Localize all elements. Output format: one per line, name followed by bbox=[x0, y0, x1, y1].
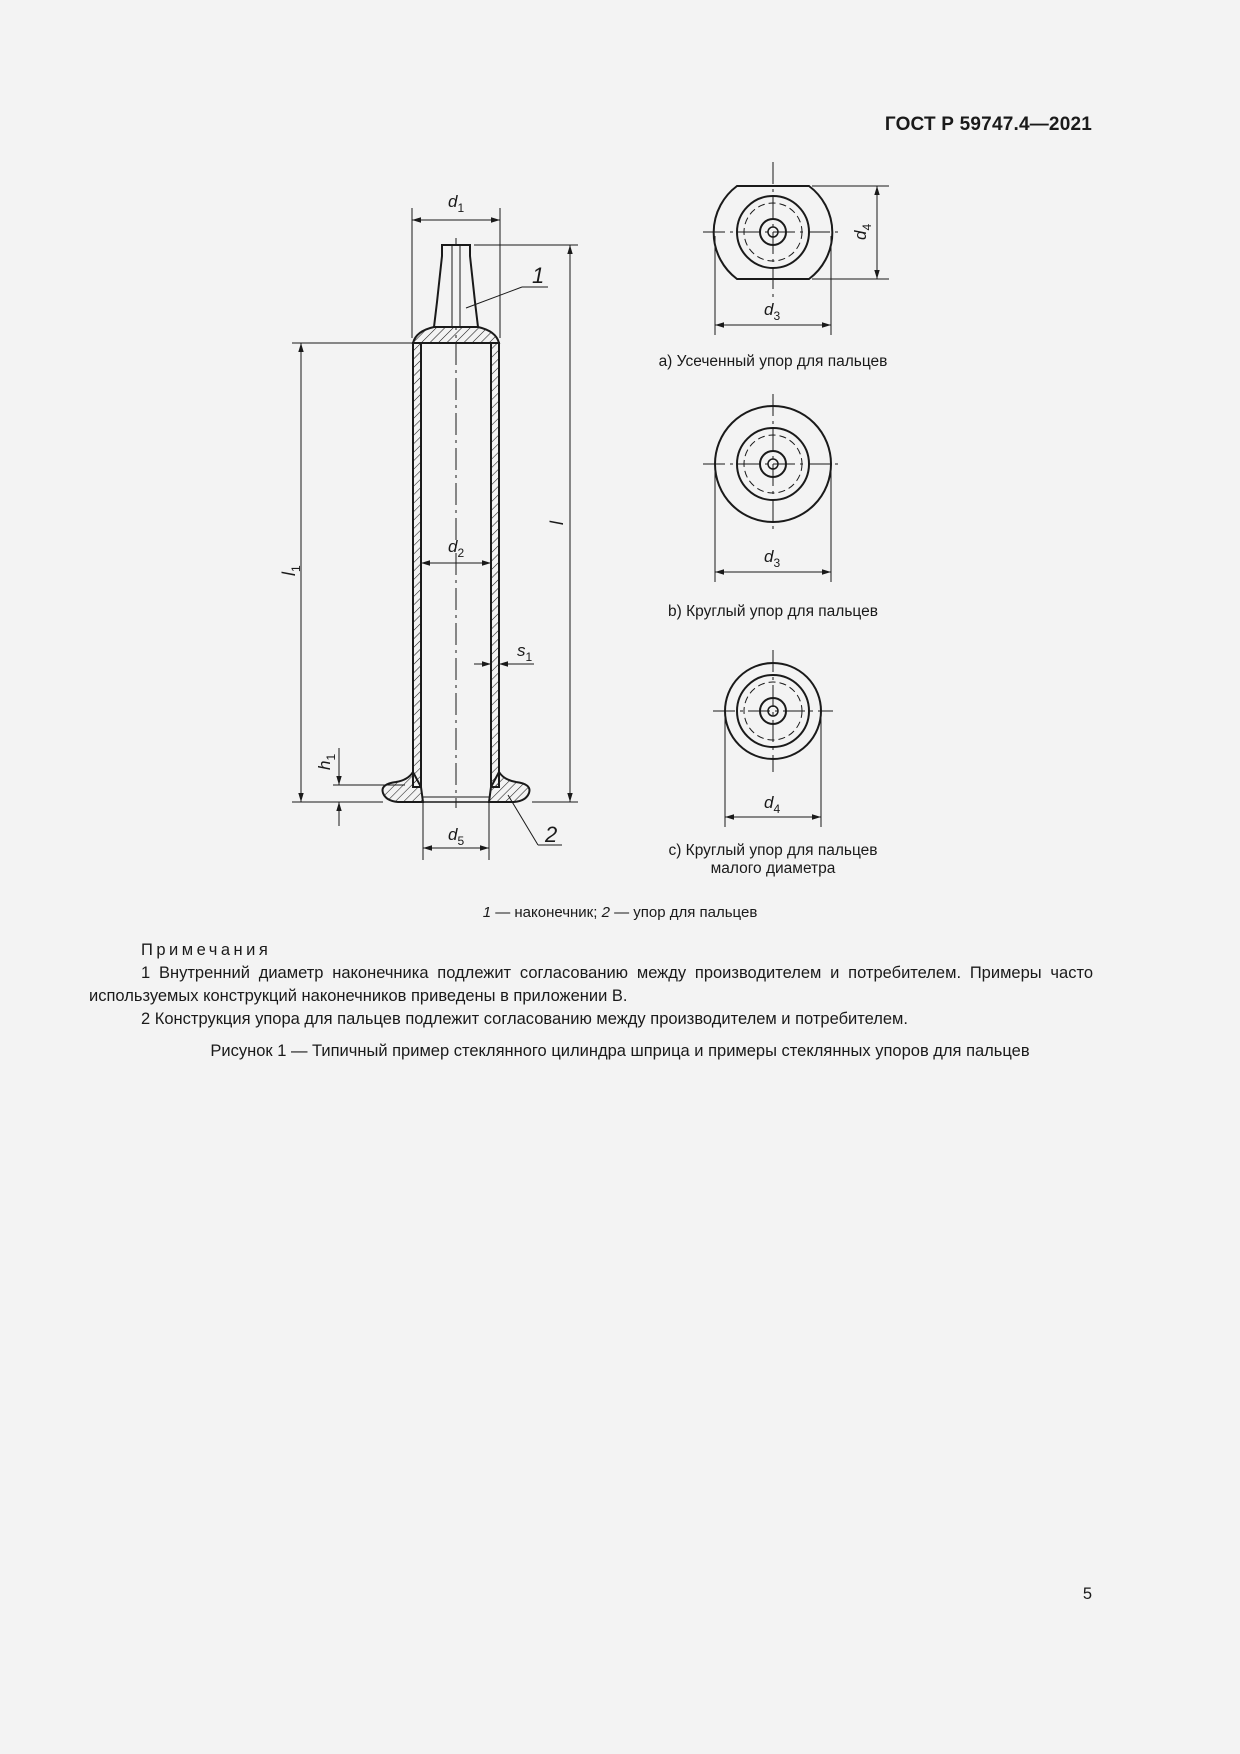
label-d1-sub: 1 bbox=[457, 201, 465, 215]
label-c-d4: d bbox=[764, 793, 774, 812]
label-d5-sub: 5 bbox=[457, 834, 465, 848]
label-d1: d bbox=[448, 192, 458, 211]
label-l1: l bbox=[279, 572, 299, 576]
label-s1: s bbox=[517, 641, 526, 660]
label-d5: d bbox=[448, 825, 458, 844]
notes-section bbox=[89, 939, 1093, 1031]
label-l1-sub: 1 bbox=[289, 565, 303, 572]
figure-legend bbox=[0, 904, 1240, 921]
syringe-barrel-drawing bbox=[383, 238, 530, 808]
legend-number-1: 1 bbox=[482, 904, 492, 921]
dimension-l1 bbox=[292, 343, 413, 802]
svg-text:l1 bbox=[279, 565, 303, 576]
note-2: 2 Конструкция упора для пальцев подлежит согласованию между производителем и потребителем. bbox=[141, 1010, 908, 1028]
legend-number-2: 2 bbox=[601, 904, 610, 921]
label-a-d3-sub: 3 bbox=[773, 309, 781, 323]
label-c-d4-sub: 4 bbox=[773, 802, 781, 816]
callout-1-leader bbox=[466, 287, 548, 308]
legend-text-1: — наконечник; bbox=[491, 904, 602, 921]
page-number: 5 bbox=[1082, 1585, 1092, 1603]
label-l: l bbox=[547, 521, 567, 525]
view-c-caption-line2: малого диаметра bbox=[710, 860, 836, 877]
document-id: ГОСТ Р 59747.4—2021 bbox=[884, 114, 1092, 135]
view-b-caption: b) Круглый упор для пальцев bbox=[668, 603, 878, 620]
view-a-truncated-flange bbox=[703, 162, 889, 335]
figure-caption: Рисунок 1 — Типичный пример стеклянного цилиндра шприца и примеры стеклянных упоров для пальцев bbox=[210, 1042, 1030, 1060]
label-d2-sub: 2 bbox=[457, 546, 465, 560]
label-b-d3-sub: 3 bbox=[773, 556, 781, 570]
svg-text:d4 bbox=[851, 224, 874, 240]
label-h1: h bbox=[315, 760, 334, 770]
svg-text:d4 bbox=[764, 793, 780, 816]
view-c-caption-line1: c) Круглый упор для пальцев bbox=[668, 842, 878, 859]
label-a-d4: d bbox=[851, 230, 870, 240]
label-a-d3: d bbox=[764, 300, 774, 319]
callout-2: 2 bbox=[545, 822, 558, 847]
callout-1: 1 bbox=[532, 263, 545, 288]
svg-text:d5 bbox=[448, 825, 464, 848]
label-h1-sub: 1 bbox=[324, 753, 338, 761]
label-b-d3: d bbox=[764, 547, 774, 566]
legend-text-2: — упор для пальцев bbox=[609, 904, 758, 921]
svg-text:d3 bbox=[764, 300, 780, 323]
note-1: 1 Внутренний диаметр наконечника подлежит согласованию между производителем и потребителем. Примеры часто используемых конструкций наконечников приведены в приложении В. bbox=[89, 964, 1093, 1005]
svg-text:h1 bbox=[315, 754, 338, 770]
svg-text:d3 bbox=[764, 547, 780, 570]
svg-text:d1 bbox=[448, 192, 464, 215]
label-s1-sub: 1 bbox=[525, 650, 533, 664]
svg-text:s1 bbox=[517, 641, 533, 664]
view-a-caption: a) Усеченный упор для пальцев bbox=[658, 353, 888, 370]
label-d2: d bbox=[448, 537, 458, 556]
label-a-d4-sub: 4 bbox=[860, 223, 874, 231]
notes-title: Примечания bbox=[141, 941, 272, 959]
